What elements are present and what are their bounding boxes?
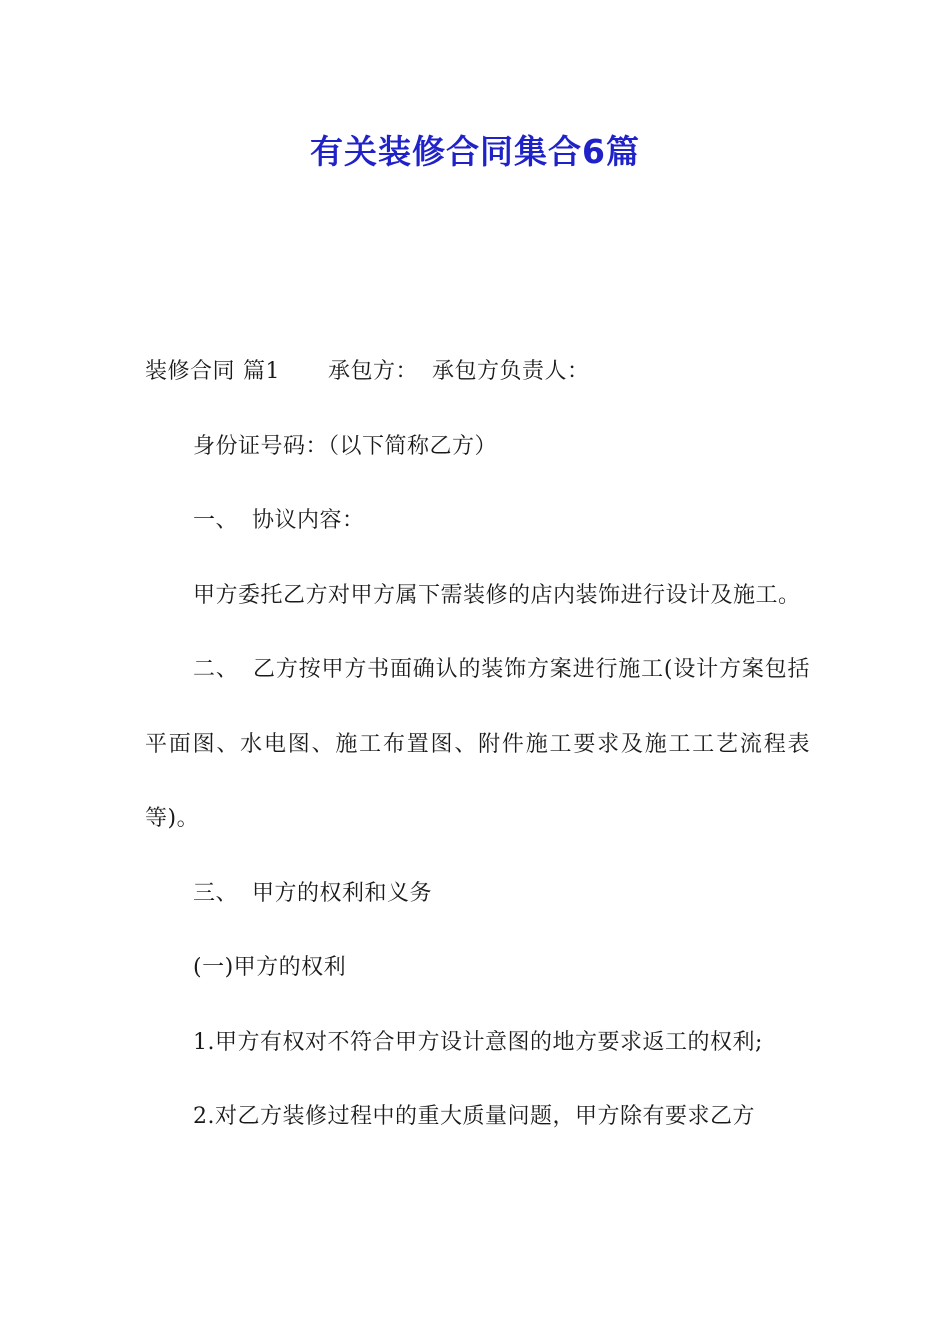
section-3-heading [145,857,810,932]
section-3-text: 甲方的权利和义务 [252,880,433,906]
id-number-line: 身份证号码：（以下简称乙方） [193,433,498,459]
list-item-1: 1.甲方有权对不符合甲方设计意图的地方要求返工的权利; [193,1029,763,1055]
list-item-2: 2.对乙方装修过程中的重大质量问题，甲方除有要求乙方 [193,1104,755,1129]
section-3-number: 三、 [193,880,239,906]
section-2-paragraph [145,633,810,857]
contract-part: 篇1 [243,359,281,384]
contractor-lead-label: 承包方负责人： [432,359,590,384]
section-1-number: 一、 [193,508,239,533]
section-1-text: 协议内容： [252,508,365,533]
paragraph-1: 甲方委托乙方对甲方属下需装修的店内装饰进行设计及施工。 [193,582,801,608]
contract-header-line [145,335,810,410]
contract-heading: 装修合同 [145,359,236,384]
document-title: 有关装修合同集合6篇 [310,132,640,171]
document-body [145,335,810,1155]
section-2-text: 乙方按甲方书面确认的装饰方案进行施工(设计方案包括平面图、水电图、施工布置图、附件施工要求及施工工艺流程表等)。 [145,657,810,831]
section-2-number: 二、 [193,657,239,682]
contractor-label: 承包方： [328,359,419,384]
subsection-1-heading: (一)甲方的权利 [193,955,347,980]
section-1-heading [145,484,810,559]
